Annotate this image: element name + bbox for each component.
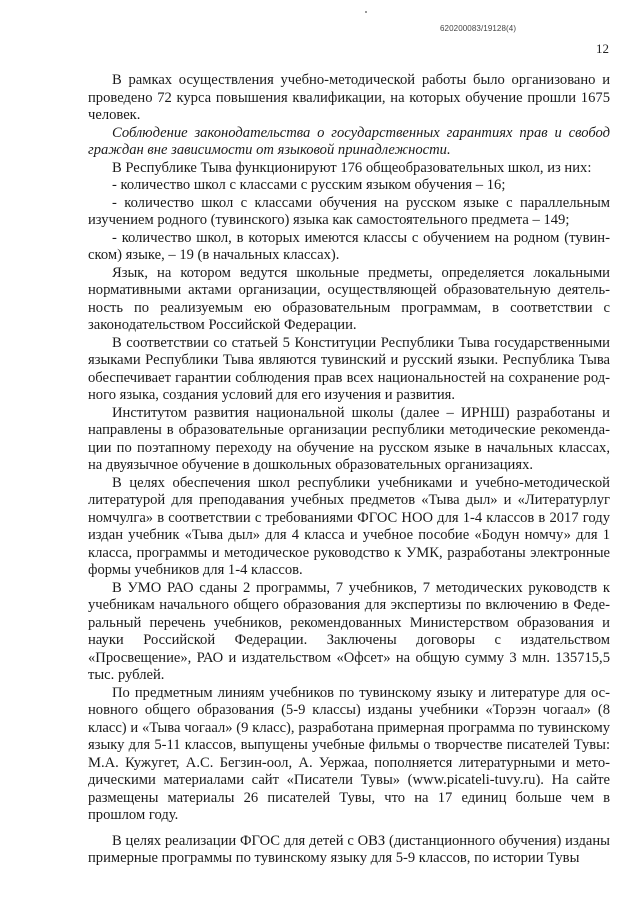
paragraph-ovz-programs: В целях реализации ФГОС для детей с ОВЗ (дистанционного обучения) изданы примерные программы по тувинскому языку для 5-9 классов, по истории Тувы <box>88 832 610 866</box>
document-registration-number: 620200083/19128(4) <box>440 24 517 33</box>
list-item-native-language-schools: - количество школ, в которых имеются классы с обучением на родном (тувинском) языке, – 19 (в начальных классах). <box>88 229 610 263</box>
document-body <box>88 72 610 868</box>
paragraph-schools-count: В Республике Тыва функционируют 176 общеобразовательных школ, из них: <box>112 159 592 176</box>
list-item-russian-schools: - количество школ с классами с русским языком обучения – 16; <box>112 177 506 193</box>
paragraph-textbooks-secondary: По предметным линиям учебников по тувинскому языку и литературе для основного общего образования (5-9 классы) изданы учебники «Торээн чогаал» (8 класс) и «Тыва чогаал» (9 класс), разработана примерная программа по тувинскому языку для 5-11 классов, выпущены учебные фильмы о творчестве писателей Тувы: М.А. Кужугет, А.С. Бегзин-оол, А. Уержаа, пополняется литературными и методическими материалами сайт «Писатели Тувы» (www.picateli-tuvy.ru). На сайте размещены материалы 26 писателей Тувы, что на 17 единиц больше чем в прошлом году. <box>88 684 610 823</box>
paragraph-constitution-article: В соответствии со статьей 5 Конституции Республики Тыва государственными языками Республики Тыва являются тувинский и русский языки. Республика Тыва обеспечивает гарантии соблюдения прав всех национальностей на сохранение родного языка, создания условий для его изучения и развития. <box>88 334 610 403</box>
paragraph-textbooks-primary: В целях обеспечения школ республики учебниками и учебно-методической литературой для преподавания учебных предметов «Тыва дыл» и «Литературлуг номчулга» в соответствии с требованиями ФГОС НОО для 1-4 классов в 2017 году издан учебник «Тыва дыл» для 4 класса и учебное пособие «Бодун номчу» для 1 класса, программы и методическое руководство к УМК, разработаны электронные формы учебников для 1-4 классов. <box>88 474 610 578</box>
paragraph-irnsh-recommendations: Институтом развития национальной школы (далее – ИРНШ) разработаны и направлены в образовательные организации республики методические рекомендации по поэтапному переходу на обучение на русском языке в начальных классах, на двуязычное обучение в дошкольных образовательных организациях. <box>88 404 610 473</box>
paragraph-language-of-instruction: Язык, на котором ведутся школьные предметы, определяется локальными нормативными актами организации, осуществляющей образовательную деятельность по реализуемым ею образовательным программам, в соответствии с законодательством Российской Федерации. <box>88 264 610 333</box>
section-heading-language-rights: Соблюдение законодательства о государственных гарантиях прав и свобод граждан вне зависимости от языковой принадлежности. <box>88 124 610 158</box>
page-number: 12 <box>596 41 609 56</box>
list-item-parallel-schools: - количество школ с классами обучения на русском языке с параллельным изучением родного (тувинского) языка как самостоятельного предмета – 149; <box>88 194 610 228</box>
paragraph-umo-rao: В УМО РАО сданы 2 программы, 7 учебников, 7 методических руководств к учебникам начального общего образования для экспертизы по включению в Федеральный перечень учебников, рекомендованных Министерством образования и науки Российской Федерации. Заключены договоры с издательством «Просвещение», РАО и издательством «Офсет» на общую сумму 3 млн. 135715,5 тыс. рублей. <box>88 579 610 683</box>
paragraph-training-courses: В рамках осуществления учебно-методической работы было организовано и проведено 72 курса повышения квалификации, на которых обучение прошли 1675 человек. <box>88 72 610 123</box>
scan-artifact-dot <box>365 11 367 13</box>
